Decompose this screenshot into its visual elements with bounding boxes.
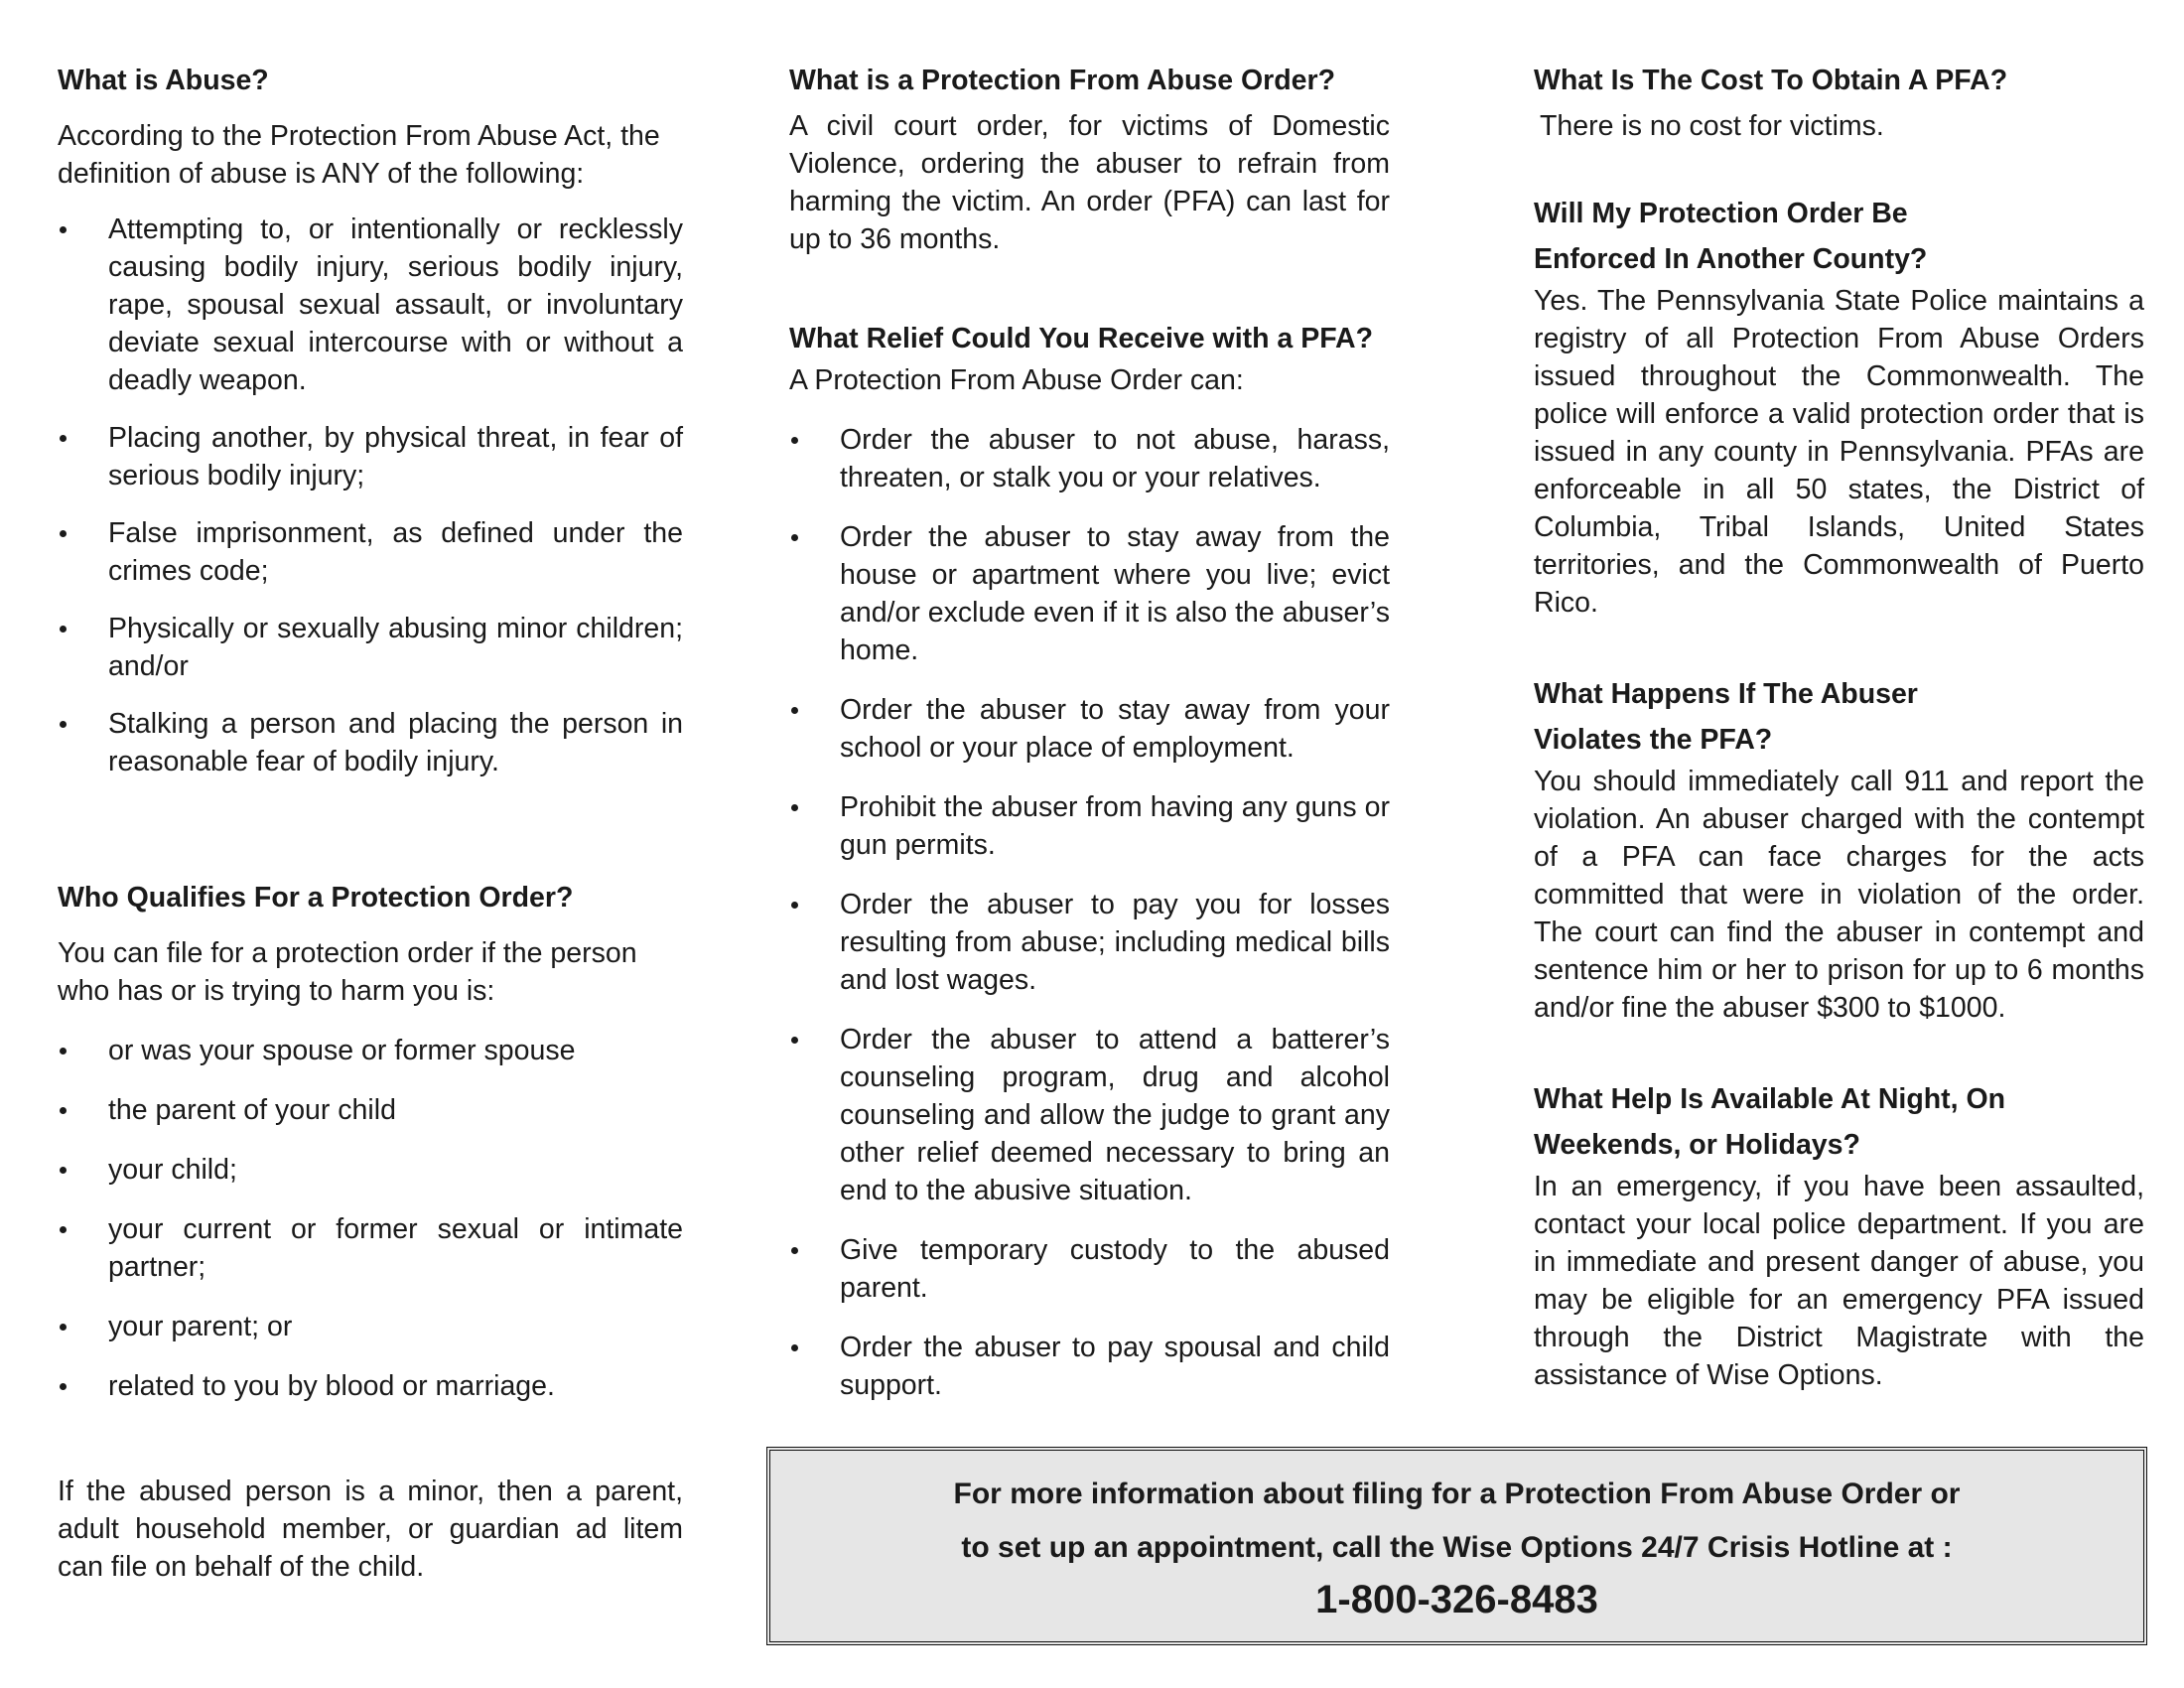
pfa-definition: A civil court order, for victims of Domestic Violence, ordering the abuser to refrain from harming the victim. An order (PFA) can last for up to 36 months.: [789, 110, 1390, 255]
list-item: Prohibit the abuser from having any guns or gun permits.: [789, 788, 1390, 864]
section-what-is-abuse: [58, 58, 683, 780]
column-left: [58, 58, 683, 1586]
abuse-intro: According to the Protection From Abuse Act, the definition of abuse is ANY of the following:: [58, 120, 660, 190]
column-right: [1534, 58, 2144, 1394]
hotline-text-line1: For more information about filing for a Protection From Abuse Order or: [953, 1477, 1961, 1510]
list-item: the parent of your child: [58, 1091, 683, 1129]
qualifies-intro: You can file for a protection order if the person who has or is trying to harm you is:: [58, 937, 637, 1007]
abuse-list: [58, 211, 683, 780]
heading-what-is-abuse: What is Abuse?: [58, 65, 269, 96]
list-item: Physically or sexually abusing minor children; and/or: [58, 610, 683, 685]
section-relief: [789, 316, 1390, 1404]
section-cost: [1534, 58, 2144, 145]
relief-intro: A Protection From Abuse Order can:: [789, 364, 1244, 396]
section-enforced: [1534, 191, 2144, 622]
list-item: Order the abuser to not abuse, harass, threaten, or stalk you or your relatives.: [789, 421, 1390, 496]
section-violates: [1534, 671, 2144, 1027]
list-item: your child;: [58, 1151, 683, 1189]
heading-enforced-line1: Will My Protection Order Be: [1534, 198, 1908, 229]
list-item: Order the abuser to attend a batterer’s counseling program, drug and alcohol counseling and allow the judge to grant any other relief deemed necessary to bring an end to the abusive situation.: [789, 1021, 1390, 1209]
heading-cost: What Is The Cost To Obtain A PFA?: [1534, 65, 2008, 96]
heading-help-line2: Weekends, or Holidays?: [1534, 1129, 1860, 1161]
hotline-box: [766, 1447, 2147, 1645]
list-item: Order the abuser to stay away from your school or your place of employment.: [789, 691, 1390, 767]
list-item: False imprisonment, as defined under the crimes code;: [58, 514, 683, 590]
heading-relief: What Relief Could You Receive with a PFA?: [789, 323, 1374, 354]
enforced-body: Yes. The Pennsylvania State Police maintains a registry of all Protection From Abuse Orders issued throughout the Commonwealth. The police will enforce a valid protection order that is issued in any county in Pennsylvania. PFAs are enforceable in all 50 states, the District of Columbia, Tribal Islands, United States territories, and the Commonwealth of Puerto Rico.: [1534, 285, 2144, 619]
list-item: Order the abuser to pay you for losses resulting from abuse; including medical bills and lost wages.: [789, 886, 1390, 999]
minor-note: If the abused person is a minor, then a parent, adult household member, or guardian ad litem can file on behalf of the child.: [58, 1476, 683, 1583]
heading-who-qualifies: Who Qualifies For a Protection Order?: [58, 882, 574, 914]
relief-list: [789, 421, 1390, 1404]
section-what-is-pfa: [789, 58, 1390, 258]
help-body: In an emergency, if you have been assaulted, contact your local police department. If you are in immediate and present danger of abuse, you may be eligible for an emergency PFA issued through the District Magistrate with the assistance of Wise Options.: [1534, 1171, 2144, 1391]
list-item: Stalking a person and placing the person in reasonable fear of bodily injury.: [58, 705, 683, 780]
list-item: related to you by blood or marriage.: [58, 1367, 683, 1405]
hotline-phone-number: 1-800-326-8483: [1315, 1578, 1598, 1621]
qualifies-list: [58, 1032, 683, 1405]
cost-body: There is no cost for victims.: [1540, 110, 1884, 142]
list-item: your parent; or: [58, 1308, 683, 1345]
list-item: Order the abuser to pay spousal and child support.: [789, 1329, 1390, 1404]
list-item: your current or former sexual or intimate partner;: [58, 1210, 683, 1286]
list-item: Give temporary custody to the abused parent.: [789, 1231, 1390, 1307]
section-who-qualifies: [58, 875, 683, 1586]
violates-body: You should immediately call 911 and report the violation. An abuser charged with the contempt of a PFA can face charges for the acts committed that were in violation of the order. The court can find the abuser in contempt and sentence him or her to prison for up to 6 months and/or fine the abuser $300 to $1000.: [1534, 766, 2144, 1024]
list-item: Order the abuser to stay away from the house or apartment where you live; evict and/or exclude even if it is also the abuser’s home.: [789, 518, 1390, 669]
section-help: [1534, 1076, 2144, 1394]
hotline-text-line2: to set up an appointment, call the Wise Options 24/7 Crisis Hotline at :: [961, 1531, 1953, 1564]
list-item: Placing another, by physical threat, in fear of serious bodily injury;: [58, 419, 683, 494]
heading-help-line1: What Help Is Available At Night, On: [1534, 1083, 2006, 1115]
column-middle: [789, 58, 1390, 1404]
heading-violates-line2: Violates the PFA?: [1534, 724, 1773, 756]
list-item: or was your spouse or former spouse: [58, 1032, 683, 1069]
heading-enforced-line2: Enforced In Another County?: [1534, 243, 1928, 275]
heading-what-is-pfa: What is a Protection From Abuse Order?: [789, 65, 1336, 96]
heading-violates-line1: What Happens If The Abuser: [1534, 678, 1918, 710]
list-item: Attempting to, or intentionally or recklessly causing bodily injury, serious bodily injury, rape, spousal sexual assault, or involuntary deviate sexual intercourse with or without a deadly weapon.: [58, 211, 683, 399]
